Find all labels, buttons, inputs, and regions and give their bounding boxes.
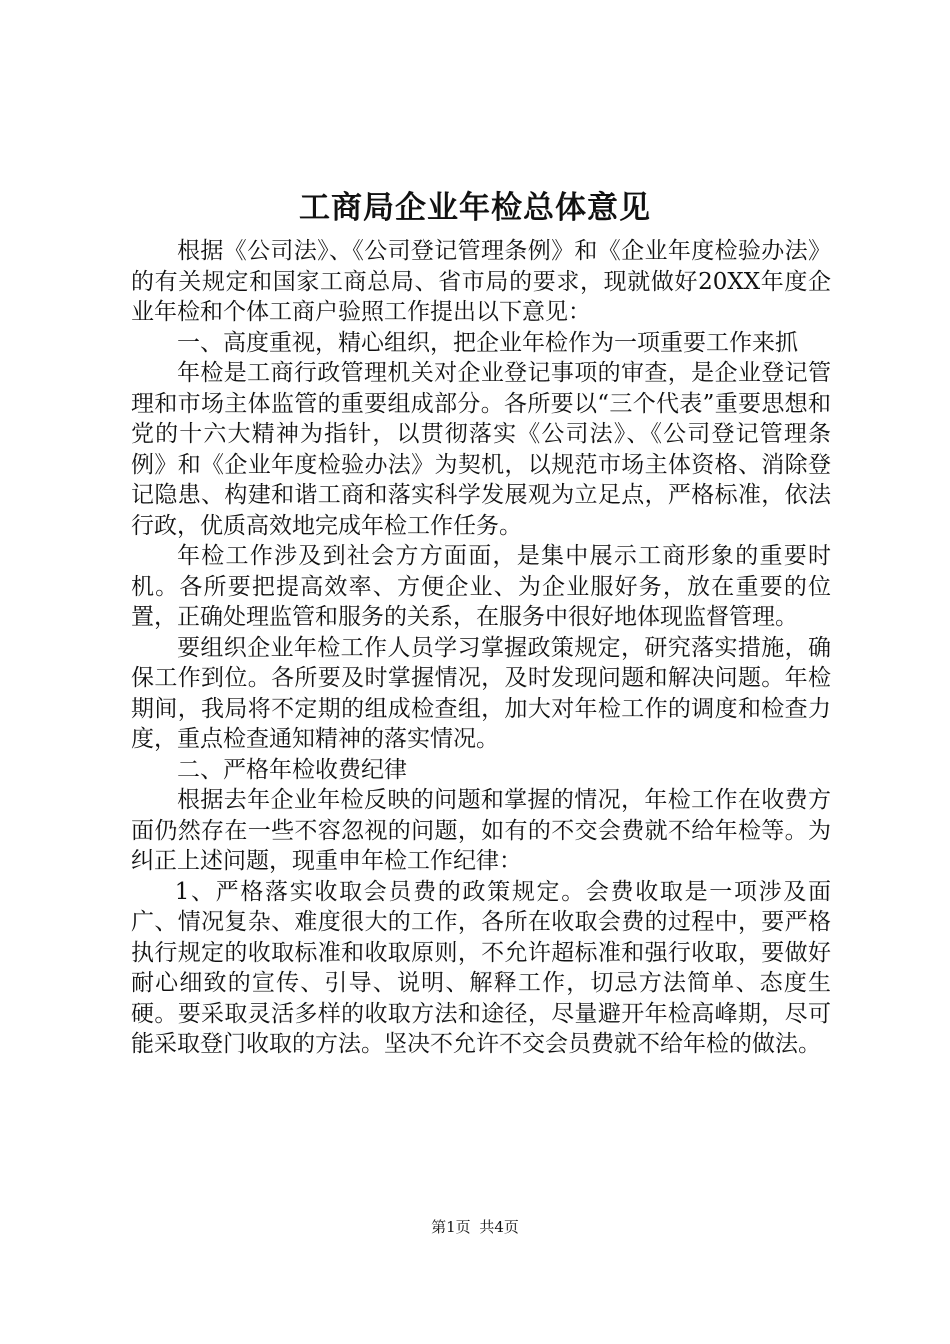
document-body [131,236,831,1060]
paragraph-organize-staff: 要组织企业年检工作人员学习掌握政策规定，研究落实措施，确保工作到位。各所要及时掌握情况，及时发现问题和解决问题。年检期间，我局将不定期的组成检查组，加大对年检工作的调度和检查力度，重点检查通知精神的落实情况。 [131,634,831,752]
paragraph-annual-inspection: 年检是工商行政管理机关对企业登记事项的审查，是企业登记管理和市场主体监管的重要组成部分。各所要以“三个代表”重要思想和党的十六大精神为指针，以贯彻落实《公司法》、《公司登记管理条例》和《企业年度检验办法》为契机，以规范市场主体资格、消除登记隐患、构建和谐工商和落实科学发展观为立足点，严格标准，依法行政，优质高效地完成年检工作任务。 [131,360,831,539]
page-total: 共4页 [479,1218,519,1236]
paragraph-social-aspects: 年检工作涉及到社会方方面面，是集中展示工商形象的重要时机。各所要把提高效率、方便企业、为企业服好务，放在重要的位置，正确处理监管和服务的关系，在服务中很好地体现监督管理。 [131,543,831,630]
document-title: 工商局企业年检总体意见 [299,190,651,226]
page-footer [0,1217,950,1237]
page-number: 第1页 [431,1218,471,1236]
paragraph-fee-problems: 根据去年企业年检反映的问题和掌握的情况，年检工作在收费方面仍然存在一些不容忽视的问题，如有的不交会费就不给年检等。为纠正上述问题，现重申年检工作纪律： [131,787,831,874]
section-heading-2: 二、严格年检收费纪律 [177,756,407,783]
section-heading-1: 一、高度重视，精心组织，把企业年检作为一项重要工作来抓 [177,329,798,356]
paragraph-intro: 根据《公司法》、《公司登记管理条例》和《企业年度检验办法》的有关规定和国家工商总局、省市局的要求，现就做好20XX年度企业年检和个体工商户验照工作提出以下意见： [131,238,831,325]
list-item-1: 1、严格落实收取会员费的政策规定。会费收取是一项涉及面广、情况复杂、难度很大的工作，各所在收取会费的过程中，要严格执行规定的收取标准和收取原则，不允许超标准和强行收取，要做好耐心细致的宣传、引导、说明、解释工作，切忌方法简单、态度生硬。要采取灵活多样的收取方法和途径，尽量避开年检高峰期，尽可能采取登门收取的方法。坚决不允许不交会员费就不给年检的做法。 [131,878,831,1057]
